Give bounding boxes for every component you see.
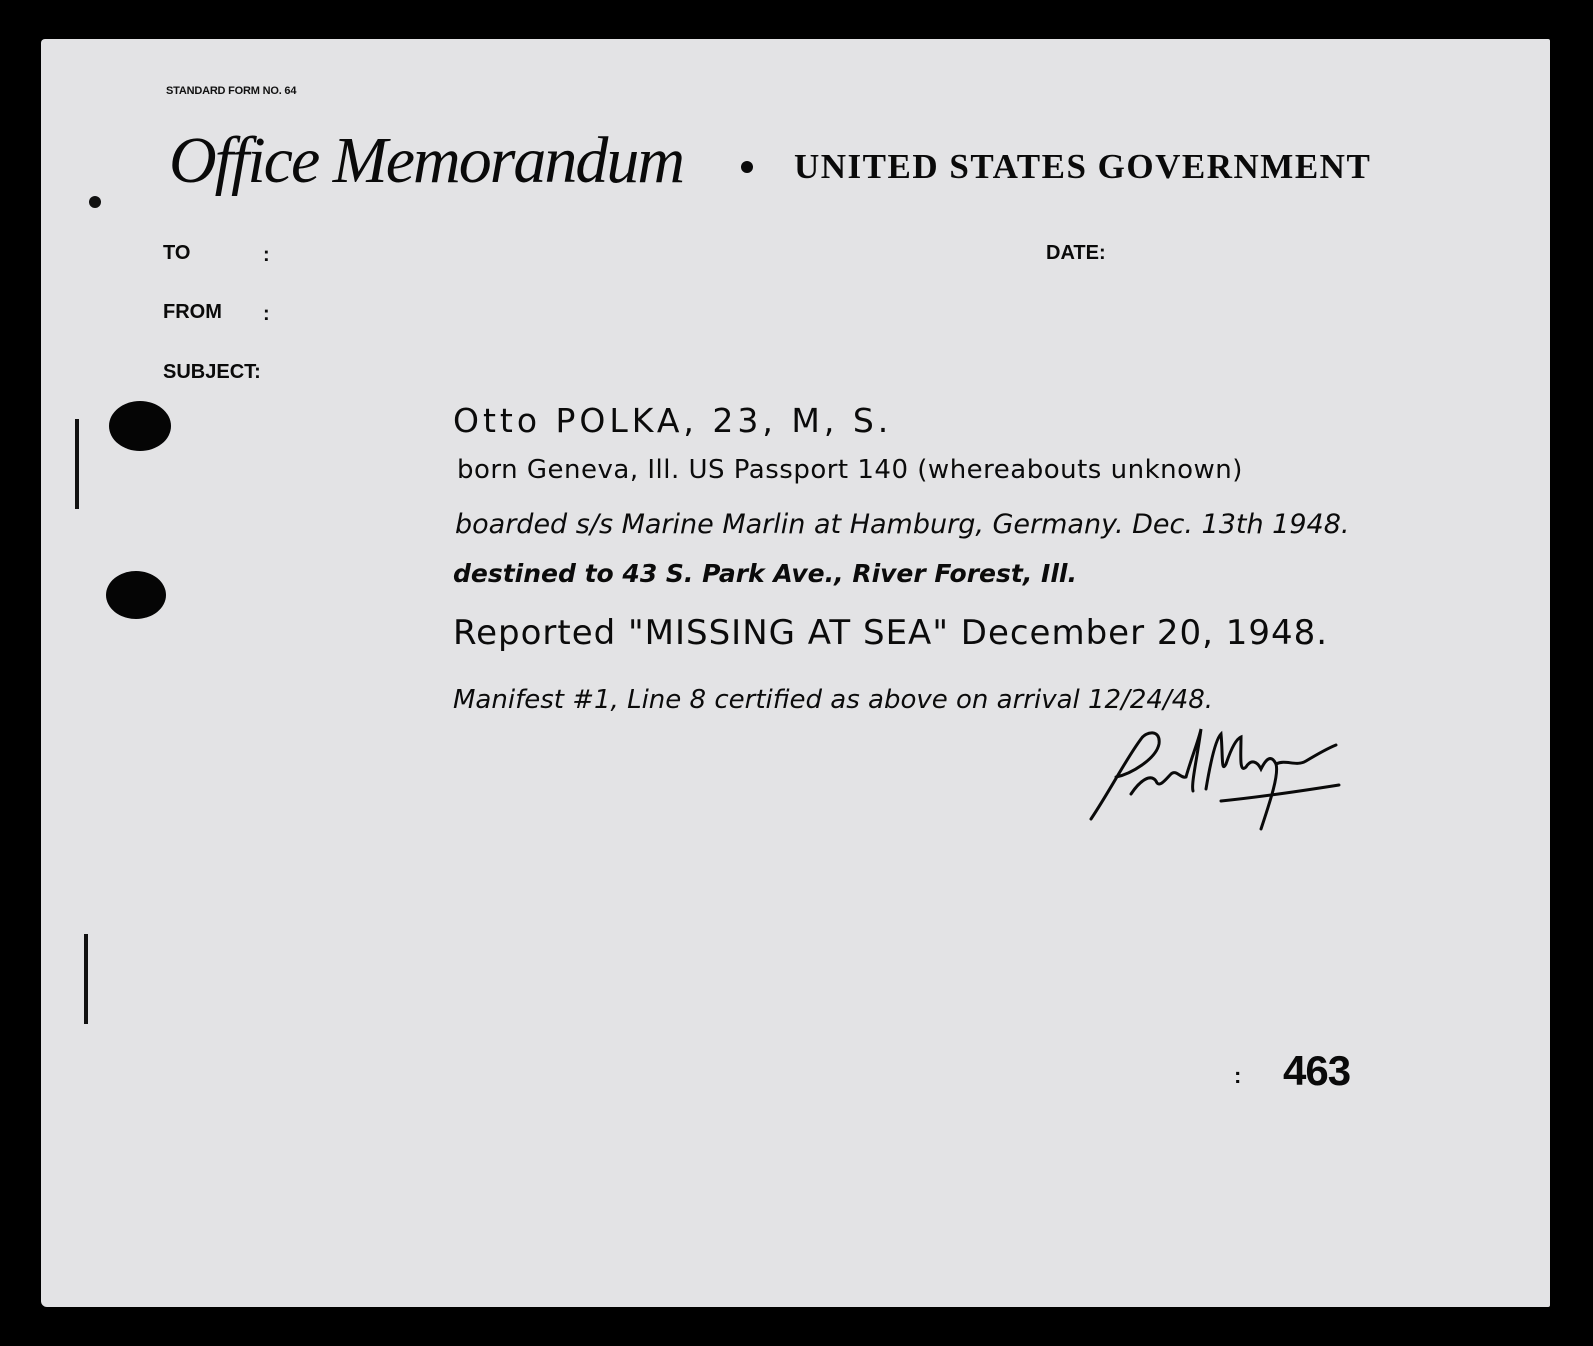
margin-speck	[89, 196, 101, 208]
punch-hole-top	[109, 401, 171, 451]
staple-mark-top	[75, 419, 79, 509]
title-separator-dot	[741, 161, 753, 173]
handwritten-line-manifest: Manifest #1, Line 8 certified as above on arrival 12/24/48.	[453, 685, 1214, 715]
handwritten-line-boarded: boarded s/s Marine Marlin at Hamburg, Germany. Dec. 13th 1948.	[455, 509, 1350, 540]
stamp-colon: :	[1234, 1063, 1242, 1088]
memo-title: Office Memorandum	[169, 124, 684, 197]
subject-label: SUBJECT:	[163, 361, 261, 383]
handwritten-line-destination: destined to 43 S. Park Ave., River Forest, Ill.	[453, 559, 1077, 588]
to-label: TO	[163, 242, 191, 264]
memo-sheet	[41, 39, 1550, 1307]
staple-mark-bottom	[84, 934, 88, 1024]
form-number: STANDARD FORM NO. 64	[166, 85, 297, 97]
to-colon: :	[263, 244, 270, 266]
from-colon: :	[263, 303, 270, 325]
from-label: FROM	[163, 301, 222, 323]
handwritten-line-name: Otto POLKA, 23, M, S.	[453, 401, 893, 440]
handwritten-line-birth: born Geneva, Ill. US Passport 140 (whereabouts unknown)	[457, 455, 1243, 485]
handwritten-line-reported: Reported "MISSING AT SEA" December 20, 1948.	[453, 613, 1329, 653]
page-stamp-number: 463	[1283, 1047, 1351, 1094]
date-label: DATE:	[1046, 242, 1106, 264]
punch-hole-middle	[106, 571, 166, 619]
government-heading: UNITED STATES GOVERNMENT	[794, 147, 1372, 186]
signature-image	[1071, 719, 1341, 839]
